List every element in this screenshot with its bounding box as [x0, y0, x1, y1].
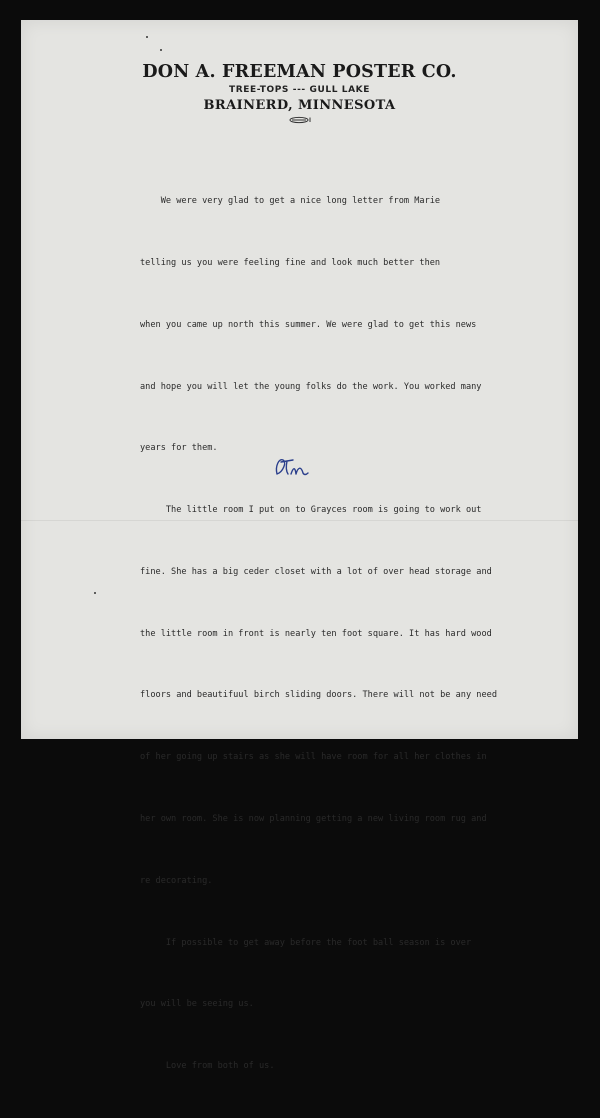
- letter-line: and hope you will let the young folks do the work. You worked many: [140, 381, 482, 392]
- letter-line: The little room I put on to Grayces room is going to work out: [140, 505, 482, 516]
- paper-speck: [146, 36, 148, 38]
- paper-speck: [94, 592, 96, 594]
- paper-speck: [160, 49, 162, 51]
- letter-line: re decorating.: [140, 875, 213, 886]
- letter-line: floors and beautifuul birch sliding doors. There will not be any need: [140, 690, 497, 701]
- letter-line: fine. She has a big ceder closet with a lot of over head storage and: [140, 566, 492, 577]
- company-city: BRAINERD, MINNESOTA: [203, 98, 396, 113]
- letter-line: Love from both of us.: [140, 1061, 275, 1072]
- company-name: DON A. FREEMAN POSTER CO.: [142, 62, 457, 82]
- company-location: TREE-TOPS --- GULL LAKE: [228, 85, 371, 95]
- letter-page: [21, 20, 578, 1072]
- letter-body: [140, 150, 560, 1118]
- letter-line: years for them.: [140, 443, 218, 454]
- letter-line: of her going up stairs as she will have room for all her clothes in: [140, 752, 487, 763]
- letter-line: We were very glad to get a nice long letter from Marie: [140, 196, 441, 207]
- letter-line: If possible to get away before the foot ball season is over: [140, 937, 472, 948]
- letter-line: when you came up north this summer. We were glad to get this news: [140, 319, 477, 330]
- letter-line: telling us you were feeling fine and look much better then: [140, 257, 441, 268]
- union-bug-icon: [289, 116, 313, 124]
- letter-line: you will be seeing us.: [140, 999, 254, 1010]
- handwritten-signature-icon: [271, 452, 311, 480]
- letter-line: the little room in front is nearly ten foot square. It has hard wood: [140, 628, 492, 639]
- letter-line: her own room. She is now planning getting a new living room rug and: [140, 814, 487, 824]
